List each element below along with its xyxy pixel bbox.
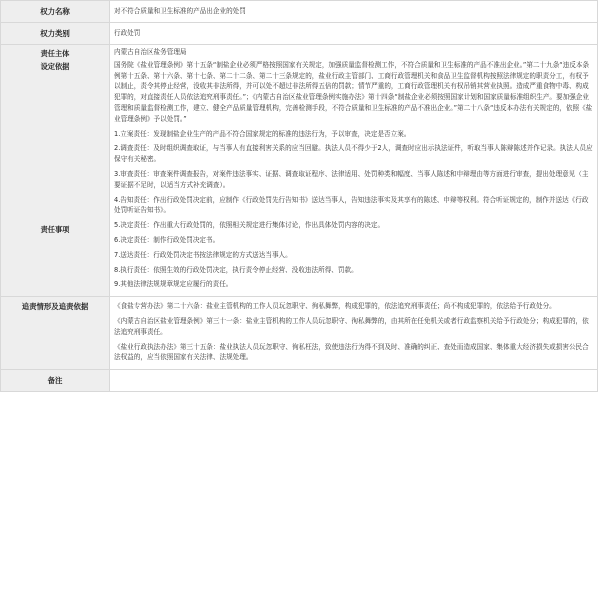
- label-power-category: 权力类别: [1, 23, 110, 45]
- row-accountability: [1, 297, 598, 370]
- value-power-category: 行政处罚: [110, 23, 598, 45]
- accountability-item: 《食盐专营办法》第二十六条：盐业主管机构的工作人员玩忽职守、徇私舞弊，构成犯罪的，依法追究刑事责任；尚不构成犯罪的，依法给予行政处分。: [114, 302, 556, 311]
- duty-item: 8.执行责任：依照生效的行政处罚决定，执行责令停止经营、没收违法所得、罚款。: [114, 265, 358, 274]
- row-subject-basis-duties: [1, 45, 598, 297]
- duty-item: 7.送达责任：行政处罚决定书按法律规定的方式送达当事人。: [114, 250, 292, 259]
- row-power-category: [1, 23, 598, 45]
- label-remarks: 备注: [1, 370, 110, 392]
- duty-item: 5.决定责任：作出重大行政处罚的，依照相关规定进行集体讨论，作出具体处罚内容的决定。: [114, 221, 385, 230]
- value-legal-basis: 国务院《盐业管理条例》第十五条“制盐企业必须严格按照国家有关规定，加强质量监督检测工作，不符合质量和卫生标准的产品不准出企业。”第二十九条“违反本条例第十五条、第十六条、第十七条、第二十二条、第二十三条规定的，盐业行政主管部门、工商行政管理机关和食品卫生监督机构按照法律规定的职责分工，有权予以制止，责令其停止经营，没收其非法所得，并可以处不超过非法所得五倍的罚款；情节严重的，工商行政管理机关有权吊销其营业执照。造成严重食物中毒、构成犯罪的，对直接责任人员依法追究刑事责任。”；《内蒙古自治区盐业管理条例实施办法》第十四条“制盐企业必须按照国家计划和国家质量标准组织生产。要加强企业管理和质量监督检测工作，建立、健全产品质量管理机构，完善检测手段，不符合质量和卫生标准的产品不准出企业。”第二十八条“违反本办法有关规定的，依照《盐业管理条例》予以处罚。”: [114, 60, 593, 123]
- value-remarks: [110, 370, 598, 392]
- duty-item: 3.审查责任：审查案件调查报告，对案件违法事实、证据、调查取证程序、法律适用、处罚种类和幅度、当事人陈述和申辩理由等方面进行审查，提出处理意见（主要证据不足时，以适当方式补充调查）。: [114, 169, 589, 189]
- label-power-name: 权力名称: [1, 1, 110, 23]
- content-stack: [110, 45, 598, 297]
- value-responsible-subject: 内蒙古自治区盐务管理局: [114, 48, 187, 56]
- row-remarks: [1, 370, 598, 392]
- label-responsible-subject: 责任主体: [40, 49, 70, 58]
- duty-item: 6.决定责任：制作行政处罚决定书。: [114, 235, 220, 244]
- duty-item: 9.其他法律法规规章规定应履行的责任。: [114, 280, 233, 289]
- label-duties: 责任事项: [40, 225, 70, 234]
- value-power-name: 对不符合质量和卫生标准的产品出企业的处罚: [110, 1, 598, 23]
- duty-item: 1.立案责任：发现制盐企业生产的产品不符合国家规定的标准的违法行为，予以审查，决定是否立案。: [114, 129, 411, 138]
- row-power-name: [1, 1, 598, 23]
- duty-item: 4.告知责任：作出行政处罚决定前，应制作《行政处罚先行告知书》送达当事人，告知违法事实及其享有的陈述、申辩等权利。符合听证规定的，制作并送达《行政处罚听证告知书》。: [114, 195, 589, 215]
- label-accountability: 追责情形及追责依据: [1, 297, 110, 370]
- label-stack: [1, 45, 110, 297]
- accountability-item: 《内蒙古自治区盐业管理条例》第三十一条：盐业主管机构的工作人员玩忽职守、徇私舞弊的，由其所在任免机关或者行政监察机关给予行政处分；构成犯罪的，依法追究刑事责任。: [114, 316, 589, 336]
- accountability-item: 《盐业行政执法办法》第三十五条：盐业执法人员玩忽职守、徇私枉法，致使违法行为得不到及时、准确的纠正、查处而造成国家、集体重大经济损失或损害公民合法权益的，应当依照国家有关法律、法规处理。: [114, 342, 589, 362]
- duty-item: 2.调查责任：及时组织调查取证，与当事人有直接利害关系的应当回避。执法人员不得少于2人，调查时应出示执法证件，听取当事人陈辩陈述并作记录。执法人员应保守有关秘密。: [114, 144, 593, 164]
- value-accountability: [110, 297, 598, 370]
- label-legal-basis: 设定依据: [40, 62, 70, 71]
